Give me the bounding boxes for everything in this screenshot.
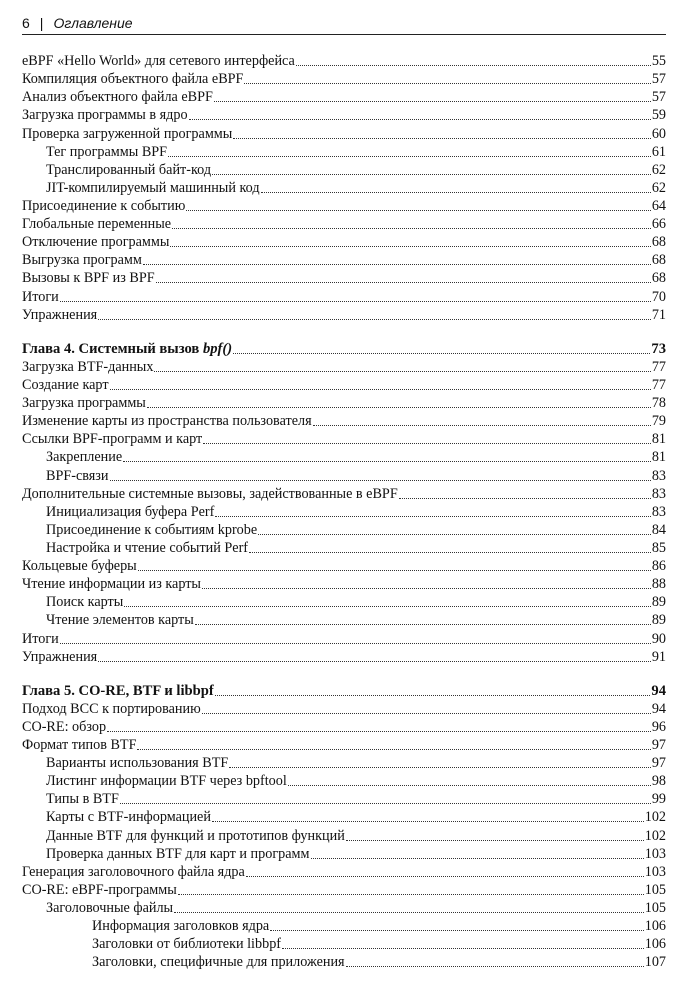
toc-entry-title <box>22 881 177 899</box>
dot-leader <box>261 192 651 193</box>
toc-entry-title <box>22 682 214 700</box>
dot-leader <box>124 606 651 607</box>
toc-entry-text: Инициализация буфера Perf <box>46 503 215 520</box>
toc-entry-title <box>46 503 214 521</box>
toc-entry-title <box>22 251 142 269</box>
toc-page-number: 77 <box>651 358 666 375</box>
toc-entry-text: Заголовочные файлы <box>46 900 174 917</box>
toc-page-number: 66 <box>651 216 666 233</box>
toc-entry-title <box>92 935 281 953</box>
toc-entry-text: Изменение карты из пространства пользователя <box>22 413 312 430</box>
toc-entry-title <box>46 754 228 772</box>
toc-page-number: 59 <box>651 107 666 124</box>
dot-leader <box>229 767 651 768</box>
toc-entry[interactable] <box>22 917 666 935</box>
toc-entry-text: Загрузка программы <box>22 395 146 412</box>
toc-page-number: 94 <box>651 700 666 717</box>
toc-entry-text: Итоги <box>22 288 59 305</box>
dot-leader <box>346 840 644 841</box>
dot-leader <box>215 516 650 517</box>
toc-entry-text: Чтение элементов карты <box>46 612 194 629</box>
toc-entry[interactable] <box>22 52 666 70</box>
dot-leader <box>233 138 651 139</box>
toc-page-number: 64 <box>651 197 666 214</box>
dot-leader <box>154 371 650 372</box>
toc-entry-text: Компиляция объектного файла eBPF <box>22 71 244 88</box>
toc-entry-text: Варианты использования BTF <box>46 755 229 772</box>
toc-entry[interactable] <box>22 845 666 863</box>
toc-entry[interactable] <box>22 539 666 557</box>
dot-leader <box>138 570 651 571</box>
toc-page-number: 55 <box>651 53 666 70</box>
dot-leader <box>258 534 651 535</box>
toc-entry[interactable] <box>22 269 666 287</box>
toc-entry-title <box>22 88 213 106</box>
toc-entry-text: Генерация заголовочного файла ядра <box>22 863 245 880</box>
toc-entry-text: Анализ объектного файла eBPF <box>22 89 213 106</box>
toc-entry-title <box>22 70 243 88</box>
toc-entry[interactable] <box>22 899 666 917</box>
toc-page-number: 103 <box>644 863 666 880</box>
toc-entry[interactable] <box>22 412 666 430</box>
toc-entry-text: Дополнительные системные вызовы, задействованные в eBPF <box>22 485 398 502</box>
toc-entry-text: Чтение информации из карты <box>22 576 201 593</box>
dot-leader <box>346 966 644 967</box>
toc-entry[interactable] <box>22 70 666 88</box>
toc-entry-title <box>46 161 211 179</box>
toc-entry-title <box>22 340 232 358</box>
toc-entry[interactable] <box>22 394 666 412</box>
toc-page-number: 91 <box>651 648 666 665</box>
toc-entry-text: Проверка данных BTF для карт и программ <box>46 845 310 862</box>
section-gap <box>22 324 666 340</box>
dot-leader <box>123 461 651 462</box>
toc-entry-text: Заголовки от библиотеки libbpf <box>92 936 282 953</box>
toc-page-number: 83 <box>651 467 666 484</box>
toc-entry-text: BPF-связи <box>46 467 109 484</box>
toc-entry-text: Карты с BTF-информацией <box>46 809 211 826</box>
toc-entry-text: Информация заголовков ядра <box>92 918 270 935</box>
toc-entry-text: Закрепление <box>46 449 123 466</box>
dot-leader <box>195 624 651 625</box>
toc-entry[interactable] <box>22 700 666 718</box>
toc-entry[interactable] <box>22 358 666 376</box>
toc-entry-text: Глава 5. CO-RE, BTF и libbpf <box>22 682 214 699</box>
toc-entry-text: Вызовы к BPF из BPF <box>22 270 155 287</box>
toc-entry-title <box>22 233 169 251</box>
toc-entry[interactable] <box>22 376 666 394</box>
dot-leader <box>137 749 650 750</box>
toc-entry-text: CO-RE: обзор <box>22 718 107 735</box>
dot-leader <box>202 588 651 589</box>
toc-page-number: 60 <box>651 125 666 142</box>
toc-entry[interactable] <box>22 287 666 305</box>
toc-entry[interactable] <box>22 106 666 124</box>
toc-entry[interactable] <box>22 485 666 503</box>
toc-entry-title <box>22 376 109 394</box>
toc-entry-text: Ссылки BPF-программ и карт <box>22 431 203 448</box>
header-separator: | <box>39 15 44 31</box>
toc-entry-text: Итоги <box>22 630 59 647</box>
dot-leader <box>170 246 650 247</box>
toc-page-number: 103 <box>644 845 666 862</box>
dot-leader <box>186 210 651 211</box>
toc-entry[interactable] <box>22 935 666 953</box>
toc-entry[interactable] <box>22 826 666 844</box>
toc-page-number: 77 <box>651 376 666 393</box>
toc-page-number: 105 <box>644 900 666 917</box>
dot-leader <box>313 425 651 426</box>
toc-entry-title <box>46 448 122 466</box>
dot-leader <box>110 389 651 390</box>
dot-leader <box>399 498 651 499</box>
dot-leader <box>282 948 644 949</box>
dot-leader <box>270 930 643 931</box>
toc-chapter-entry[interactable] <box>22 682 666 700</box>
toc-entry-title <box>22 269 155 287</box>
toc-entry-title <box>46 827 345 845</box>
toc-entry-italic-text: bpf() <box>202 340 233 357</box>
toc-entry-text: Типы в BTF <box>46 791 119 808</box>
toc-entry[interactable] <box>22 863 666 881</box>
toc-page-number: 89 <box>651 594 666 611</box>
toc-entry-title <box>22 485 398 503</box>
toc-entry[interactable] <box>22 736 666 754</box>
toc-entry-title <box>22 648 97 666</box>
toc-entry[interactable] <box>22 143 666 161</box>
toc-entry[interactable] <box>22 306 666 324</box>
toc-entry-title <box>22 106 188 124</box>
toc-entry-title <box>22 197 185 215</box>
dot-leader <box>246 876 644 877</box>
table-of-contents <box>22 52 666 971</box>
toc-entry[interactable] <box>22 593 666 611</box>
toc-page-number: 106 <box>644 936 666 953</box>
toc-entry[interactable] <box>22 881 666 899</box>
toc-entry-title <box>46 521 257 539</box>
toc-page-number: 62 <box>651 179 666 196</box>
toc-entry[interactable] <box>22 611 666 629</box>
toc-entry-title <box>46 611 194 629</box>
toc-page-number: 57 <box>651 71 666 88</box>
toc-entry[interactable] <box>22 808 666 826</box>
toc-page-number: 83 <box>651 485 666 502</box>
toc-entry-text: Упражнения <box>22 306 98 323</box>
toc-entry-title <box>22 215 171 233</box>
toc-page-number: 81 <box>651 449 666 466</box>
toc-page-number: 106 <box>644 918 666 935</box>
toc-entry-title <box>22 718 106 736</box>
toc-entry[interactable] <box>22 521 666 539</box>
toc-page-number: 83 <box>651 503 666 520</box>
toc-entry-text: Проверка загруженной программы <box>22 125 233 142</box>
dot-leader <box>244 83 650 84</box>
page-number: 6 <box>22 15 30 31</box>
toc-entry-text: Загрузка программы в ядро <box>22 107 188 124</box>
toc-entry-title <box>22 394 146 412</box>
toc-page-number: 99 <box>651 791 666 808</box>
toc-entry-text: Выгрузка программ <box>22 252 142 269</box>
dot-leader <box>233 353 650 354</box>
toc-page-number: 105 <box>644 881 666 898</box>
toc-entry-text: Данные BTF для функций и прототипов функций <box>46 827 345 844</box>
toc-entry-text: Создание карт <box>22 376 109 393</box>
toc-page-number: 81 <box>651 431 666 448</box>
toc-page-number: 79 <box>651 413 666 430</box>
toc-entry-text: Настройка и чтение событий Perf <box>46 539 249 556</box>
toc-entry-text: Отключение программы <box>22 234 170 251</box>
toc-entry[interactable] <box>22 430 666 448</box>
dot-leader <box>214 101 651 102</box>
toc-entry-title <box>22 863 245 881</box>
toc-entry[interactable] <box>22 161 666 179</box>
toc-entry[interactable] <box>22 718 666 736</box>
toc-entry-title <box>22 306 97 324</box>
toc-entry[interactable] <box>22 629 666 647</box>
toc-entry-title <box>46 845 310 863</box>
toc-entry-title <box>22 358 153 376</box>
toc-entry[interactable] <box>22 953 666 971</box>
dot-leader <box>168 156 651 157</box>
dot-leader <box>203 443 651 444</box>
dot-leader <box>107 731 651 732</box>
toc-entry-title <box>22 700 201 718</box>
toc-entry[interactable] <box>22 124 666 142</box>
header-title: Оглавление <box>53 15 133 31</box>
dot-leader <box>60 301 651 302</box>
toc-page-number: 78 <box>651 395 666 412</box>
dot-leader <box>178 894 644 895</box>
dot-leader <box>98 661 651 662</box>
toc-page-number: 102 <box>644 809 666 826</box>
toc-entry-text: Глава 4. Системный вызов <box>22 340 203 357</box>
toc-page-number: 96 <box>651 718 666 735</box>
toc-page-number: 70 <box>651 288 666 305</box>
toc-page-number: 102 <box>644 827 666 844</box>
toc-entry-title <box>92 953 345 971</box>
toc-entry[interactable] <box>22 215 666 233</box>
toc-entry[interactable] <box>22 575 666 593</box>
toc-entry[interactable] <box>22 233 666 251</box>
toc-page-number: 88 <box>651 576 666 593</box>
toc-page-number: 85 <box>651 539 666 556</box>
toc-entry-text: Поиск карты <box>46 594 124 611</box>
toc-page-number: 73 <box>651 340 666 357</box>
dot-leader <box>156 282 651 283</box>
toc-entry-title <box>46 179 260 197</box>
toc-entry-title <box>46 593 123 611</box>
toc-entry-title <box>22 736 136 754</box>
toc-entry-text: Тег программы BPF <box>46 143 168 160</box>
toc-entry-title <box>22 430 202 448</box>
toc-entry-text: JIT-компилируемый машинный код <box>46 179 260 196</box>
dot-leader <box>249 552 651 553</box>
toc-entry-title <box>22 575 201 593</box>
toc-entry-title <box>22 125 232 143</box>
dot-leader <box>98 319 651 320</box>
toc-page-number: 62 <box>651 161 666 178</box>
dot-leader <box>174 912 644 913</box>
dot-leader <box>143 264 651 265</box>
toc-entry-text: Кольцевые буферы <box>22 558 137 575</box>
toc-page-number: 98 <box>651 773 666 790</box>
toc-entry-title <box>22 288 59 306</box>
toc-entry-text: Подход BCC к портированию <box>22 700 201 717</box>
toc-page-number: 89 <box>651 612 666 629</box>
dot-leader <box>212 821 644 822</box>
toc-entry-text: Формат типов BTF <box>22 737 137 754</box>
dot-leader <box>202 713 651 714</box>
toc-page-number: 71 <box>651 306 666 323</box>
toc-entry-title <box>46 467 109 485</box>
toc-entry-text: Листинг информации BTF через bpftool <box>46 773 287 790</box>
toc-entry-text: CO-RE: eBPF-программы <box>22 881 177 898</box>
toc-entry-title <box>46 539 248 557</box>
toc-entry-title <box>46 772 287 790</box>
toc-page-number: 57 <box>651 89 666 106</box>
dot-leader <box>110 480 651 481</box>
toc-entry[interactable] <box>22 197 666 215</box>
section-gap <box>22 666 666 682</box>
toc-entry[interactable] <box>22 790 666 808</box>
toc-entry-title <box>22 412 312 430</box>
toc-page-number: 84 <box>651 521 666 538</box>
toc-entry[interactable] <box>22 466 666 484</box>
toc-entry[interactable] <box>22 754 666 772</box>
toc-entry[interactable] <box>22 251 666 269</box>
dot-leader <box>296 65 651 66</box>
toc-entry[interactable] <box>22 179 666 197</box>
toc-entry[interactable] <box>22 557 666 575</box>
toc-entry-text: eBPF «Hello World» для сетевого интерфейса <box>22 53 295 70</box>
toc-entry[interactable] <box>22 648 666 666</box>
dot-leader <box>60 643 651 644</box>
toc-entry-title <box>92 917 269 935</box>
toc-page-number: 97 <box>651 737 666 754</box>
toc-entry-title <box>22 630 59 648</box>
running-header <box>22 12 666 35</box>
toc-entry-text: Глобальные переменные <box>22 216 172 233</box>
toc-page-number: 94 <box>651 682 666 699</box>
toc-entry-title <box>46 808 211 826</box>
toc-page-number: 90 <box>651 630 666 647</box>
toc-page-number: 86 <box>651 558 666 575</box>
toc-entry[interactable] <box>22 88 666 106</box>
toc-page-number: 97 <box>651 755 666 772</box>
toc-page-number: 107 <box>644 954 666 971</box>
dot-leader <box>212 174 651 175</box>
toc-entry-text: Транслированный байт-код <box>46 161 212 178</box>
dot-leader <box>215 695 651 696</box>
toc-chapter-entry[interactable] <box>22 340 666 358</box>
toc-entry-text: Упражнения <box>22 648 98 665</box>
toc-entry-title <box>46 899 173 917</box>
toc-entry-title <box>22 52 295 70</box>
toc-entry[interactable] <box>22 772 666 790</box>
dot-leader <box>120 803 651 804</box>
toc-entry-text: Присоединение к событиям kprobe <box>46 521 258 538</box>
toc-entry[interactable] <box>22 503 666 521</box>
toc-page-number: 68 <box>651 252 666 269</box>
toc-entry-title <box>46 790 119 808</box>
toc-page-number: 68 <box>651 270 666 287</box>
dot-leader <box>288 785 651 786</box>
dot-leader <box>147 407 651 408</box>
toc-page-number: 61 <box>651 143 666 160</box>
toc-entry-text: Заголовки, специфичные для приложения <box>92 954 345 971</box>
toc-entry[interactable] <box>22 448 666 466</box>
toc-page-number: 68 <box>651 234 666 251</box>
dot-leader <box>172 228 651 229</box>
dot-leader <box>311 858 644 859</box>
dot-leader <box>189 119 651 120</box>
toc-entry-title <box>22 557 137 575</box>
toc-entry-title <box>46 143 167 161</box>
toc-entry-text: Присоединение к событию <box>22 197 186 214</box>
toc-entry-text: Загрузка BTF-данных <box>22 358 154 375</box>
